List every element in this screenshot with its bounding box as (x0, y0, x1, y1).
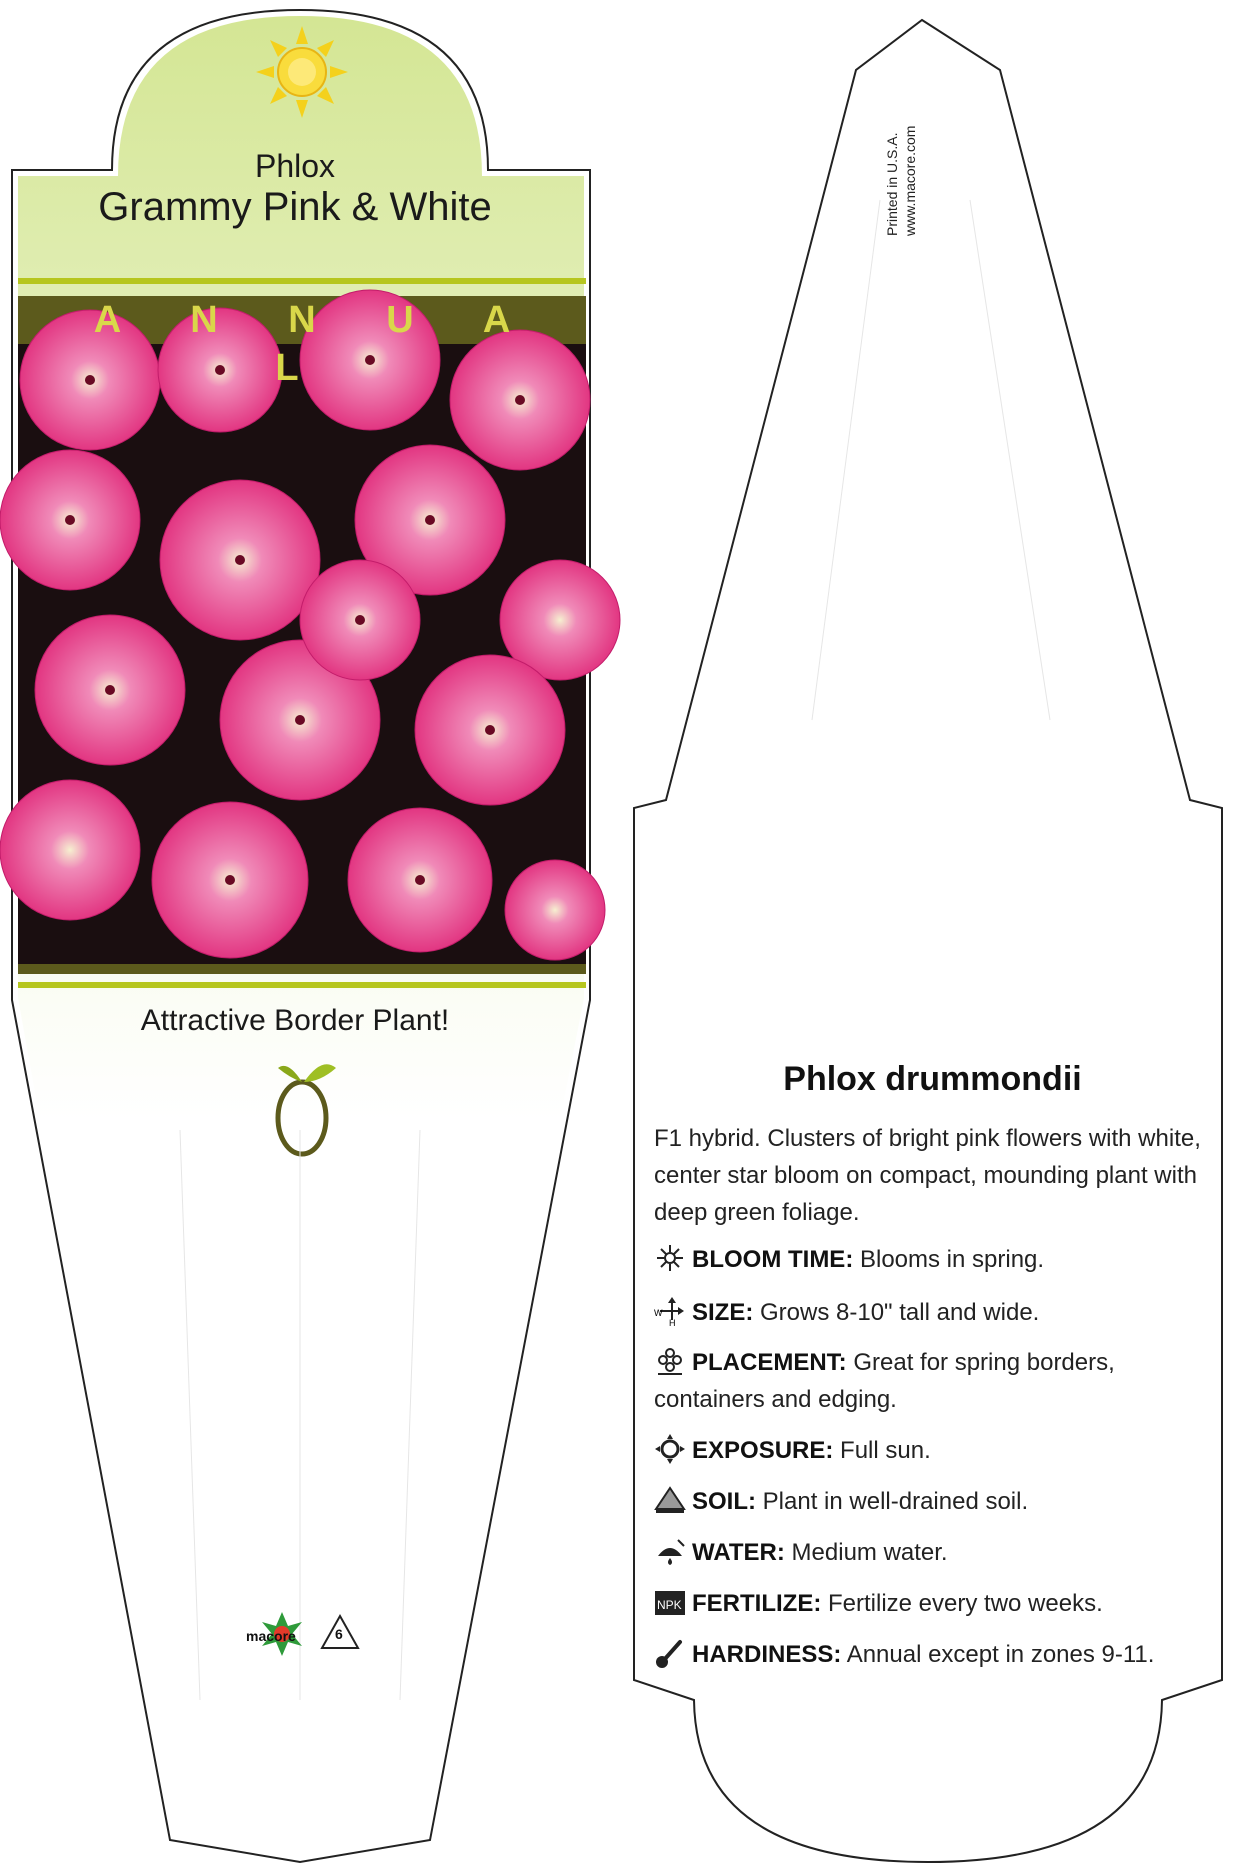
svg-text:NPK: NPK (657, 1598, 682, 1612)
top-band-thin (18, 278, 586, 284)
attr-water (654, 1534, 1214, 1571)
bloom-icon (654, 1243, 686, 1273)
svg-text:H: H (669, 1318, 676, 1326)
npk-icon (654, 1587, 686, 1617)
attr-value: Blooms in spring. (853, 1246, 1045, 1273)
printed-info (884, 96, 924, 246)
attr-label: PLACEMENT: (692, 1349, 847, 1376)
brand-name: macore (246, 1628, 296, 1644)
attr-label: EXPOSURE: (692, 1437, 834, 1464)
attr-fertilize (654, 1585, 1214, 1622)
attr-size (654, 1294, 1214, 1331)
category-label: A N N U A L (93, 299, 541, 389)
printed-location: Printed in U.S.A. (884, 132, 900, 236)
attr-value: Annual except in zones 9-11. (841, 1641, 1155, 1668)
genus-name: Phlox (254, 148, 336, 184)
tagline: Attractive Border Plant! (140, 1004, 450, 1037)
attr-exposure (654, 1432, 1214, 1469)
svg-text:W: W (654, 1308, 663, 1318)
attr-label: FERTILIZE: (692, 1590, 822, 1617)
attr-placement (654, 1344, 1214, 1418)
attr-value: Medium water. (784, 1539, 948, 1566)
website: www.macore.com (902, 125, 918, 236)
thermometer-icon (654, 1638, 686, 1668)
recycle-code: 6 (335, 1626, 343, 1642)
water-icon (654, 1536, 686, 1566)
attr-label: SIZE: (692, 1299, 754, 1326)
attr-label: SOIL: (692, 1488, 756, 1515)
bottom-band-thin (18, 982, 586, 988)
attr-value: Plant in well-drained soil. (756, 1488, 1029, 1515)
attr-value: Great for spring borders, containers and edging. (654, 1349, 1115, 1413)
attr-hardiness (654, 1636, 1214, 1673)
plant-description: F1 hybrid. Clusters of bright pink flowers with white, center star bloom on compact, mounding plant with deep green foliage. (654, 1125, 1201, 1226)
bottom-band-dark (18, 964, 586, 974)
attr-value: Grows 8-10" tall and wide. (753, 1299, 1040, 1326)
sun-icon (654, 1434, 686, 1464)
placement-icon (654, 1346, 686, 1376)
attr-value: Full sun. (833, 1437, 931, 1464)
soil-icon (654, 1485, 686, 1515)
attr-soil (654, 1483, 1214, 1520)
botanical-name: Phlox drummondii (783, 1060, 1082, 1098)
attr-label: BLOOM TIME: (692, 1246, 854, 1273)
cultivar-name: Grammy Pink & White (98, 185, 492, 229)
attr-value: Fertilize every two weeks. (821, 1590, 1103, 1617)
attr-label: HARDINESS: (692, 1641, 842, 1668)
attr-bloom-time (654, 1241, 1214, 1278)
size-icon (654, 1296, 686, 1326)
attr-label: WATER: (692, 1539, 785, 1566)
